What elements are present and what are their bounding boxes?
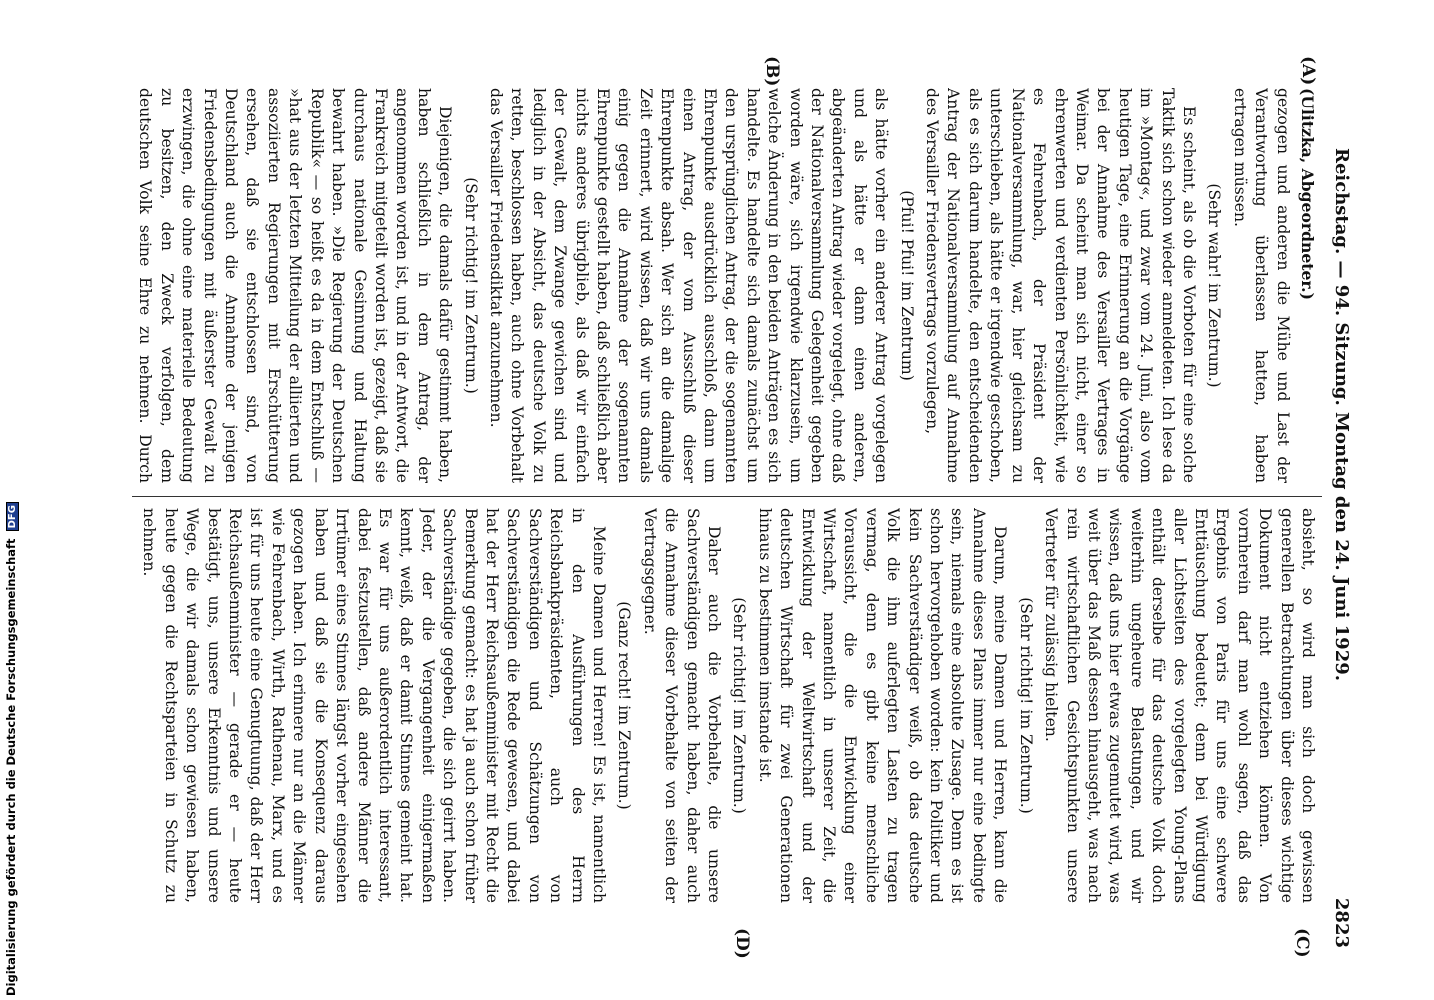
paragraph: Daher auch die Vorbehalte, die unsere Sachverständigen gemacht haben, daher auch die Annahme dieser Vorbehalte von seiten der Vertragsgegner. xyxy=(640,508,724,903)
paragraph: Es scheint, als ob die Vorboten für eine solche Taktik sich schon wieder anmeldeten. Ich lese da im »Montag«, und zwar vom 24. Juni, also vom heutigen Tage, eine Erinnerung an die Vorgänge bei der Annahme des Versailler Vertrages in Weimar. Da scheint man sich nicht, einer so ehrenwerten und verdienten Persönlichkeit, wie es Fehrenbach, der Präsident der Nationalversammlung, war, hier gleichsam zu unterschieben, als hätte er irgendwie geschoben, als es sich darum handelte, den entscheidenden Antrag der Nationalversammlung auf Annahme des Versailler Friedensvertrags vorzulegen, xyxy=(923,88,1198,483)
interjection: (Sehr richtig! im Zentrum.) xyxy=(1016,597,1035,814)
rotated-page xyxy=(122,56,1352,959)
right-column xyxy=(133,508,1318,903)
interjection: (Sehr wahr! im Zentrum.) xyxy=(1205,183,1224,388)
interjection: (Sehr richtig! im Zentrum.) xyxy=(461,177,480,394)
interjection xyxy=(133,508,134,903)
credit-text: Digitalisierung gefördert durch die Deutsche Forschungsgemeinschaft xyxy=(4,538,18,996)
margin-marker-a: (A) xyxy=(1298,56,1318,86)
page-header xyxy=(1322,88,1352,948)
interjection: (Ganz recht! im Zentrum.) xyxy=(615,601,634,810)
interjection: (Sehr richtig! im Zentrum.) xyxy=(730,597,749,814)
digitization-credit xyxy=(4,502,19,996)
margin-marker-d: (D) xyxy=(732,928,752,959)
page-number: 2823 xyxy=(1331,897,1352,948)
margin-marker-c: (C) xyxy=(1292,928,1312,958)
column-divider xyxy=(132,496,1322,497)
speaker-intro: (Ulitzka, Abgeordneter.) xyxy=(1298,88,1317,300)
paragraph: als hätte vorher ein anderer Antrag vorgelegen und als hätte er dann einen anderen, abgeänderten Antrag wieder vorgelegt, ohne daß der Nationalversammlung Gelegenheit gegeben worden wäre, sich irgendwie klarzusein, um welche Änderung in den beiden Anträgen es sich handelte. Es handelte sich damals zunächst um den ursprünglichen Antrag, der die sogenannten Ehrenpunkte ausdrücklich ausschloß, dann um einen Antrag, der vom Ausschluß dieser Ehrenpunkte absah. Wer sich an die damalige Zeit erinnert, wird wissen, daß wir uns damals einig gegen die Annahme der sogenannten Ehrenpunkte gestellt haben, daß schließlich aber nichts anderes übrigblieb, als daß wir einfach der Gewalt, dem Zwange gewichen sind und lediglich in der Absicht, das deutsche Volk zu retten, beschlossen haben, auch ohne Vorbehalt das Versailler Friedensdiktat anzunehmen. xyxy=(486,88,891,483)
paragraph: Diejenigen, die damals dafür gestimmt haben, haben schließlich in dem Antrag, der angenommen worden ist, und in der Antwort, die Frankreich mitgeteilt worden ist, gezeigt, daß sie durchaus nationale Gesinnung und Haltung bewahrt haben. »Die Regierung der Deutschen Republik« — so heißt es da in dem Entschluß — »hat aus der letzten Mitteilung der alliierten und assoziierten Regierungen mit Erschütterung ersehen, daß sie entschlossen sind, von Deutschland auch die Annahme der jenigen Friedensbedingungen mit äußerster Gewalt zu erzwingen, die ohne eine materielle Bedeutung zu besitzen, den Zweck verfolgen, dem deutschen Volk seine Ehre zu nehmen. Durch xyxy=(136,88,455,483)
paragraph: gezogen und anderen die Mühe und Last der Verantwortung überlassen hatten, haben ertragen müssen. xyxy=(1230,88,1292,483)
dfg-logo-icon: DFG xyxy=(6,502,19,531)
paragraph: Darum, meine Damen und Herren, kann die Annahme dieses Plans immer nur eine bedingte sein, niemals eine absolute Zusage. Denn es ist schon hervorgehoben worden: kein Politiker und kein Sachverständiger weiß, ob das deutsche Volk die ihm auferlegten Lasten zu tragen vermag, denn es gibt keine menschliche Voraussicht, die die Entwicklung einer Wirtschaft, namentlich in unserer Zeit, die Entwicklung der Weltwirtschaft und der deutschen Wirtschaft für zwei Generationen hinaus zu bestimmen imstande ist. xyxy=(755,508,1010,903)
page-title: Reichstag. — 94. Sitzung. Montag den 24. Juni 1929. xyxy=(1331,148,1352,682)
paragraph: absieht, so wird man sich doch gewissen generellen Betrachtungen über dieses wichtige Dokument nicht entziehen können. Von vornherein darf man wohl sagen, daß das Ergebnis von Paris für uns eine schwere Enttäuschung bedeutet; denn bei Würdigung aller Lichtseiten des vorgelegten Young-Plans enthält derselbe für das deutsche Volk doch weiterhin ungeheure Belastungen, und wir wissen, daß uns hier etwas zugemutet wird, was weit über das Maß dessen hinausgeht, was nach rein wirtschaftlichen Gesichtspunkten unsere Vertreter für zulässig hielten. xyxy=(1042,508,1317,903)
interjection: (Pfui! Pfui! im Zentrum) xyxy=(897,190,916,381)
margin-marker-b: (B) xyxy=(762,56,782,87)
left-column xyxy=(133,88,1318,483)
paragraph: Meine Damen und Herren! Es ist, namentlich in den Ausführungen des Herrn Reichsbankpräsidenten, auch von Sachverständigen und Schätzungen von Sachverständigen die Rede gewesen, und dabei hat der Herr Reichsaußenminister mit Recht die Bemerkung gemacht: es hat ja auch schon früher Sachverständige gegeben, die sich geirrt haben. Jeder, der die Vergangenheit einigermaßen kennt, weiß, daß er damit Stinnes gemeint hat. Es war für uns außerordentlich interessant, dabei festzustellen, daß andere Männer die Irrtümer eines Stinnes längst vorher eingesehen haben und daß sie die Konsequenz daraus gezogen haben. Ich erinnere nur an die Männer wie Fehrenbach, Wirth, Rathenau, Marx, und es ist für uns heute eine Genugtuung, daß der Herr Reichsaußenminister — gerade er — heute bestätigt, uns, unsere Erkenntnis und unsere Wege, die wir damals schon gewiesen haben, heute gegen die Rechtsparteien in Schutz zu nehmen. xyxy=(140,508,608,903)
